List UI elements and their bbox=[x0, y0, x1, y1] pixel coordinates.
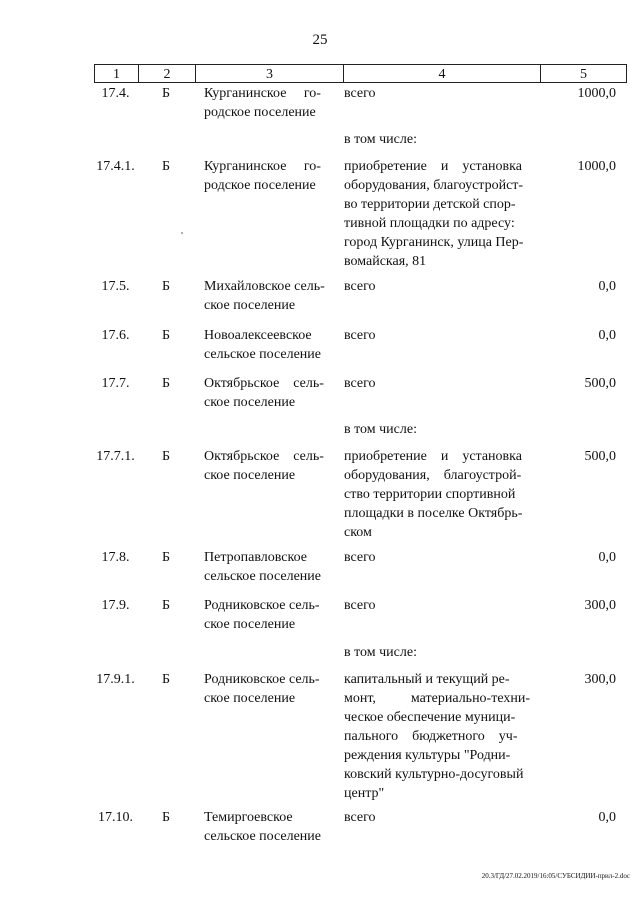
row-description-line: всего bbox=[344, 550, 376, 565]
row-description-line: всего bbox=[344, 279, 376, 294]
row-name-line: ское поселение bbox=[204, 298, 296, 313]
row-description-line: всего bbox=[344, 86, 376, 101]
row-name-line: сельское поселение bbox=[204, 829, 321, 844]
header-cell-1: 1 bbox=[113, 67, 120, 82]
row-name-line: Октябрьское сель- bbox=[204, 376, 324, 391]
row-name-line: Родниковское сель- bbox=[204, 598, 320, 613]
row-number: 17.5. bbox=[101, 279, 130, 294]
row-type: Б bbox=[161, 86, 171, 101]
row-name-line: сельское поселение bbox=[204, 347, 321, 362]
row-description-line: оборудования, благоустрой- bbox=[344, 468, 522, 483]
row-amount: 1000,0 bbox=[577, 86, 616, 101]
row-name-line: Родниковское сель- bbox=[204, 672, 320, 687]
row-name-line: Октябрьское сель- bbox=[204, 449, 324, 464]
page-number: 25 bbox=[312, 32, 328, 48]
row-type: Б bbox=[161, 159, 171, 174]
row-description-line: оборудования, благоустройст- bbox=[344, 178, 524, 193]
row-type: Б bbox=[161, 810, 171, 825]
row-amount: 500,0 bbox=[584, 449, 616, 464]
row-amount: 0,0 bbox=[598, 328, 616, 343]
row-description-line: ство территории спортивной bbox=[344, 487, 516, 502]
table-header-row bbox=[94, 64, 627, 83]
row-name-line: Курганинское го- bbox=[204, 86, 321, 101]
row-description-line: пального бюджетного уч- bbox=[344, 729, 518, 744]
row-type: Б bbox=[161, 279, 171, 294]
row-name-line: родское поселение bbox=[204, 105, 316, 120]
header-cell-3: 3 bbox=[266, 67, 273, 82]
row-description-line: капитальный и текущий ре- bbox=[344, 672, 510, 687]
row-description-line: во территории детской спор- bbox=[344, 197, 516, 212]
row-type: Б bbox=[161, 672, 171, 687]
row-number: 17.7. bbox=[101, 376, 130, 391]
row-type: Б bbox=[161, 328, 171, 343]
row-number: 17.10. bbox=[98, 810, 133, 825]
row-number: 17.4.1. bbox=[96, 159, 135, 174]
row-name-line: сельское поселение bbox=[204, 569, 321, 584]
row-name-line: Новоалексеевское bbox=[204, 328, 312, 343]
sub-heading-note: в том числе: bbox=[344, 422, 417, 437]
row-amount: 1000,0 bbox=[577, 159, 616, 174]
row-name-line: Михайловское сель- bbox=[204, 279, 325, 294]
row-type: Б bbox=[161, 550, 171, 565]
row-name-line: ское поселение bbox=[204, 617, 296, 632]
row-description-line: ковский культурно-досуговый bbox=[344, 767, 524, 782]
row-description-line: вомайская, 81 bbox=[344, 254, 427, 269]
row-description-line: ском bbox=[344, 525, 372, 540]
row-amount: 300,0 bbox=[584, 598, 616, 613]
row-name-line: Темиргоевское bbox=[204, 810, 293, 825]
row-description-line: реждения культуры "Родни- bbox=[344, 748, 511, 763]
row-type: Б bbox=[161, 449, 171, 464]
sub-heading-note: в том числе: bbox=[344, 132, 417, 147]
row-description-line: приобретение и установка bbox=[344, 159, 522, 174]
row-description-line: всего bbox=[344, 376, 376, 391]
row-name-line: Петропавловское bbox=[204, 550, 307, 565]
row-type: Б bbox=[161, 598, 171, 613]
row-description-line: ческое обеспечение муници- bbox=[344, 710, 516, 725]
header-cell-2: 2 bbox=[163, 67, 171, 82]
row-description-line: тивной площадки по адресу: bbox=[344, 216, 515, 231]
row-description-line: город Курганинск, улица Пер- bbox=[344, 235, 524, 250]
scan-speck bbox=[181, 232, 183, 234]
row-description-line: всего bbox=[344, 598, 376, 613]
row-amount: 300,0 bbox=[584, 672, 616, 687]
sub-heading-note: в том числе: bbox=[344, 645, 417, 660]
row-name-line: Курганинское го- bbox=[204, 159, 321, 174]
row-type: Б bbox=[161, 376, 171, 391]
row-number: 17.8. bbox=[101, 550, 130, 565]
row-description-line: монт, материально-техни- bbox=[344, 691, 531, 706]
row-number: 17.6. bbox=[101, 328, 130, 343]
row-amount: 0,0 bbox=[598, 810, 616, 825]
row-number: 17.7.1. bbox=[96, 449, 135, 464]
row-amount: 0,0 bbox=[598, 550, 616, 565]
row-description-line: всего bbox=[344, 810, 376, 825]
row-number: 17.9.1. bbox=[96, 672, 135, 687]
row-description-line: площадки в поселке Октябрь- bbox=[344, 506, 523, 521]
row-description-line: центр" bbox=[344, 786, 385, 801]
document-footer: 20.3/ГД/27.02.2019/16:05/СУБСИДИИ-прил-2.doc bbox=[481, 872, 630, 880]
row-amount: 500,0 bbox=[584, 376, 616, 391]
row-name-line: ское поселение bbox=[204, 691, 296, 706]
row-number: 17.9. bbox=[101, 598, 130, 613]
row-description-line: приобретение и установка bbox=[344, 449, 522, 464]
row-description-line: всего bbox=[344, 328, 376, 343]
row-name-line: ское поселение bbox=[204, 468, 296, 483]
row-number: 17.4. bbox=[101, 86, 130, 101]
row-amount: 0,0 bbox=[598, 279, 616, 294]
row-name-line: ское поселение bbox=[204, 395, 296, 410]
header-cell-4: 4 bbox=[438, 67, 446, 82]
row-name-line: родское поселение bbox=[204, 178, 316, 193]
header-cell-5: 5 bbox=[580, 67, 587, 82]
